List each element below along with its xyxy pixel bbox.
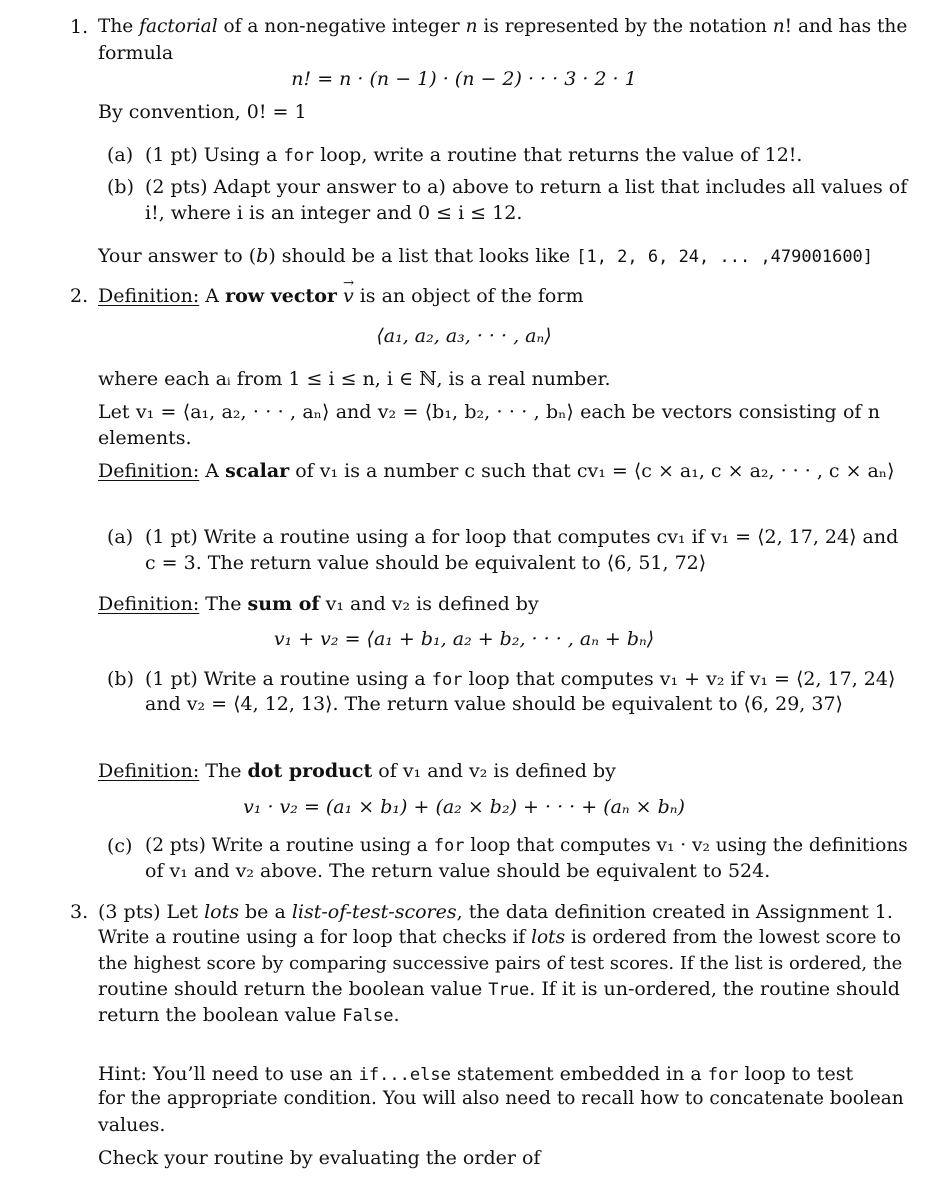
q3-line1: (3 pts) Let lots be a list-of-test-scores, the data definition created in Assignment 1. xyxy=(98,901,893,923)
row-vector-form: ⟨a₁, a₂, a₃, · · · , aₙ⟩ xyxy=(376,325,552,347)
row-vector-definition: Definition: A row vector → v is an object of the form xyxy=(98,287,583,306)
scalar-definition: Definition: A scalar of v₁ is a number c such that cv₁ = ⟨c × a₁, c × a₂, · · · , c × aₙ⟩ xyxy=(98,460,895,482)
q1b-line2: i!, where i is an integer and 0 ≤ i ≤ 12. xyxy=(145,202,523,224)
factorial-convention: By convention, 0! = 1 xyxy=(98,101,307,123)
vector-let-line1: Let v₁ = ⟨a₁, a₂, · · · , aₙ⟩ and v₂ = ⟨b₁, b₂, · · · , bₙ⟩ each be vectors consisting of n xyxy=(98,401,880,423)
q1a-label: (a) xyxy=(107,144,134,166)
sum-definition: Definition: The sum of v₁ and v₂ is defined by xyxy=(98,593,539,615)
check-instruction: Check your routine by evaluating the order of xyxy=(98,1147,541,1169)
q3-line3: the highest score by comparing successive pairs of test scores. If the list is ordered, the xyxy=(98,953,903,974)
q1a-text: (1 pt) Using a for loop, write a routine that returns the value of 12!. xyxy=(145,144,803,166)
q2b-label: (b) xyxy=(107,668,134,690)
q3-line4: routine should return the boolean value True. If it is un-ordered, the routine should xyxy=(98,978,900,1000)
q2a-label: (a) xyxy=(107,526,134,548)
q2-number: 2. xyxy=(70,285,89,307)
hint-line1: Hint: You’ll need to use an if...else statement embedded in a for loop to test xyxy=(98,1063,854,1085)
q2a-line2: c = 3. The return value should be equivalent to ⟨6, 51, 72⟩ xyxy=(145,552,707,574)
q1b-line1: (2 pts) Adapt your answer to a) above to return a list that includes all values of xyxy=(145,176,908,198)
q1-intro-line1: The factorial of a non-negative integer n is represented by the notation n! and has the xyxy=(98,16,908,37)
q1-number: 1. xyxy=(70,16,89,38)
vector-let-line2: elements. xyxy=(98,427,192,449)
q2c-label: (c) xyxy=(107,835,133,857)
q3-line2: Write a routine using a for loop that checks if lots is ordered from the lowest score to xyxy=(98,927,901,948)
vector-elements-note: where each aᵢ from 1 ≤ i ≤ n, i ∈ ℕ, is a real number. xyxy=(98,368,611,390)
q2c-line2: of v₁ and v₂ above. The return value should be equivalent to 524. xyxy=(145,860,771,882)
hint-line2: for the appropriate condition. You will also need to recall how to concatenate boolean xyxy=(98,1088,904,1109)
factorial-formula: n! = n · (n − 1) · (n − 2) · · · 3 · 2 · 1 xyxy=(291,68,637,90)
q3-line5: return the boolean value False. xyxy=(98,1004,400,1026)
q3-number: 3. xyxy=(70,901,89,923)
sum-formula: v₁ + v₂ = ⟨a₁ + b₁, a₂ + b₂, · · · , aₙ + bₙ⟩ xyxy=(273,628,655,650)
q1-answer-format: Your answer to (b) should be a list that looks like [1, 2, 6, 24, ... ,479001600] xyxy=(98,245,874,267)
dot-product-formula: v₁ · v₂ = (a₁ × b₁) + (a₂ × b₂) + · · · + (aₙ × bₙ) xyxy=(243,796,685,818)
q2b-line2: and v₂ = ⟨4, 12, 13⟩. The return value should be equivalent to ⟨6, 29, 37⟩ xyxy=(145,693,843,715)
q1-intro-line2: formula xyxy=(98,42,174,64)
q2a-line1: (1 pt) Write a routine using a for loop that computes cv₁ if v₁ = ⟨2, 17, 24⟩ and xyxy=(145,526,899,548)
q2c-line1: (2 pts) Write a routine using a for loop that computes v₁ · v₂ using the definitions xyxy=(145,835,908,856)
q1b-label: (b) xyxy=(107,176,134,198)
dot-product-definition: Definition: The dot product of v₁ and v₂ is defined by xyxy=(98,760,616,782)
q2b-line1: (1 pt) Write a routine using a for loop that computes v₁ + v₂ if v₁ = ⟨2, 17, 24⟩ xyxy=(145,668,896,690)
hint-line3: values. xyxy=(98,1114,166,1136)
